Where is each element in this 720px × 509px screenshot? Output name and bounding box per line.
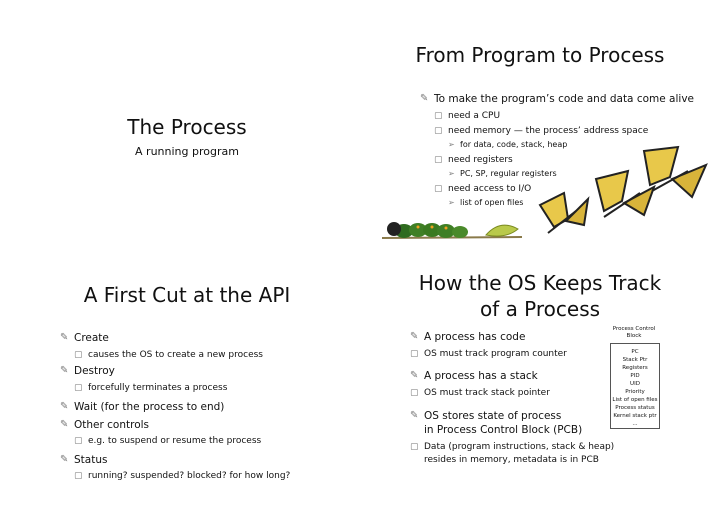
slide-subtitle: A running program (135, 145, 239, 158)
box-icon: ▢ (434, 111, 443, 121)
pcb-diagram (606, 326, 662, 427)
scroll-icon: ✎ (60, 419, 69, 430)
bullet-text: OS must track program counter (424, 349, 567, 359)
bullet-text: A process has a stack (424, 370, 538, 382)
bullet-text: A process has code (424, 331, 526, 343)
bullet-text: Data (program instructions, stack & heap) (424, 442, 615, 452)
slide-program-to-process (360, 0, 720, 254)
pcb-row: Priority (625, 389, 645, 395)
butterfly-icon (644, 147, 706, 197)
scroll-icon: ✎ (420, 93, 429, 104)
bullet-text: need access to I/O (448, 184, 532, 194)
slide-title: A First Cut at the API (83, 283, 291, 307)
box-icon: ▢ (410, 388, 419, 398)
scroll-icon: ✎ (410, 410, 419, 421)
bullet-text: Status (74, 454, 108, 466)
bullet-text: OS stores state of process (424, 410, 562, 422)
pcb-row: Process status (615, 405, 655, 411)
list-item (60, 400, 360, 414)
box-icon: ▢ (74, 350, 83, 360)
bullet-text: Destroy (74, 365, 115, 377)
box-icon: ▢ (434, 184, 443, 194)
box-icon: ▢ (434, 126, 443, 136)
list-item (60, 418, 360, 432)
caterpillar-butterfly-illustration (382, 145, 712, 245)
caterpillar-icon (387, 222, 468, 238)
list-item (74, 435, 360, 448)
slide-title-line2: of a Process (479, 297, 601, 321)
list-item (410, 441, 660, 454)
arrow-icon: ➢ (448, 140, 455, 149)
list-item (74, 349, 360, 362)
pcb-row: List of open files (612, 397, 658, 403)
box-icon: ▢ (434, 155, 443, 165)
scroll-icon: ✎ (60, 401, 69, 412)
bullet-text: running? suspended? blocked? for how long? (88, 471, 291, 481)
chrysalis-icon (486, 225, 518, 236)
bullet-text: for data, code, stack, heap (460, 140, 568, 149)
box-icon: ▢ (74, 471, 83, 481)
bullet-text: e.g. to suspend or resume the process (88, 436, 262, 446)
pcb-row: Kernel stack ptr (613, 413, 657, 419)
slide-the-process (0, 0, 360, 254)
bullet-list (60, 331, 360, 483)
scroll-icon: ✎ (410, 331, 419, 342)
slide-title: The Process (127, 115, 247, 139)
list-item (74, 382, 360, 395)
scroll-icon: ✎ (60, 454, 69, 465)
pcb-box (610, 343, 660, 429)
bullet-text: To make the program’s code and data come alive (434, 93, 694, 105)
list-item-continuation (410, 454, 660, 467)
bullet-text: need memory — the process’ address space (448, 126, 649, 136)
bullet-text: Create (74, 332, 109, 344)
slide-title-line1: How the OS Keeps Track (418, 271, 662, 295)
box-icon: ▢ (410, 442, 419, 452)
pcb-header: Process Control Block (612, 326, 656, 339)
box-icon: ▢ (410, 349, 419, 359)
bullet-text: forcefully terminates a process (88, 383, 228, 393)
pcb-row: PC (631, 349, 639, 355)
bullet-text: Other controls (74, 419, 150, 431)
box-icon: ▢ (74, 436, 83, 446)
butterfly-icon (596, 171, 654, 217)
bullet-text: resides in memory, metadata is in PCB (424, 455, 599, 465)
slide-title: From Program to Process (415, 43, 665, 67)
bullet-text: need registers (448, 155, 513, 165)
list-item (420, 92, 720, 106)
bullet-text: list of open files (460, 198, 524, 207)
arrow-icon: ➢ (448, 198, 455, 207)
scroll-icon: ✎ (410, 370, 419, 381)
list-item (434, 125, 720, 138)
bullet-text: OS must track stack pointer (424, 388, 550, 398)
bullet-text: causes the OS to create a new process (88, 350, 263, 360)
pcb-row: PID (630, 373, 640, 379)
scroll-icon: ✎ (60, 332, 69, 343)
pcb-row: Stack Ptr (622, 357, 648, 363)
slide-first-cut-api (0, 254, 360, 509)
list-item (434, 110, 720, 123)
list-item (74, 470, 360, 483)
bullet-text: in Process Control Block (PCB) (424, 424, 583, 436)
bullet-text: need a CPU (448, 111, 501, 121)
pcb-row: Registers (622, 365, 648, 371)
bullet-text: Wait (for the process to end) (74, 401, 225, 413)
scroll-icon: ✎ (60, 365, 69, 376)
arrow-icon: ➢ (448, 169, 455, 178)
pcb-row: UID (630, 381, 640, 387)
list-item (60, 364, 360, 378)
slide-os-keeps-track (360, 254, 720, 509)
pcb-row: ... (632, 421, 638, 427)
list-item (60, 331, 360, 345)
box-icon: ▢ (74, 383, 83, 393)
bullet-text: PC, SP, regular registers (460, 169, 557, 178)
list-item (60, 453, 360, 467)
butterfly-icon (540, 193, 588, 233)
